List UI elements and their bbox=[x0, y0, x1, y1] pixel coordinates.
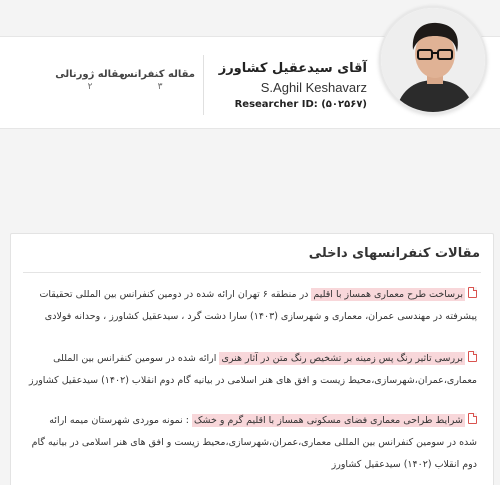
stat-conference-papers[interactable] bbox=[119, 69, 195, 92]
profile-divider bbox=[203, 55, 204, 115]
stat-journal-count: ۲ bbox=[87, 82, 93, 92]
paper-title-link[interactable]: بررسی تاثیر رنگ پس زمینه بر تشخیص رنگ متن در آثار هنری bbox=[221, 353, 463, 364]
stat-journal-label: مقاله ژورنالی bbox=[55, 69, 125, 80]
paper-details: : نمونه موردی شهرستان میمه ارائه شده در سومین کنفرانس بین المللی معماری،عمران،شهرسازی،محیط زیست و افق های هنر اسلامی در بیانیه گام دوم انقلاب (۱۴۰۲) سیدعقیل کشاورز bbox=[31, 415, 477, 470]
profile-name-fa: آقای سیدعقیل کشاورز bbox=[218, 61, 367, 76]
avatar bbox=[379, 6, 487, 114]
list-item bbox=[29, 348, 477, 392]
section-title: مقالات کنفرانسهای داخلی bbox=[308, 246, 480, 261]
stat-conference-label: مقاله کنفرانس bbox=[119, 69, 195, 80]
paper-details: در منطقه ۶ تهران ارائه شده در دومین کنفرانس بین المللی تحقیقات پیشرفته در مهندسی عمران، معماری و شهرسازی (۱۴۰۳) سارا دشت گرد ، سیدعقیل کشاورز ، وحدانه فولادی bbox=[39, 289, 477, 322]
conference-papers-card bbox=[10, 233, 494, 485]
paper-title-link[interactable]: شرایط طراحی معماری فضای مسکونی همساز با اقلیم گرم و خشک bbox=[193, 415, 463, 426]
paper-title-link[interactable]: برساخت طرح معماری همساز با اقلیم bbox=[313, 289, 463, 300]
stat-journal-papers[interactable] bbox=[55, 69, 125, 92]
paper-details: ارائه شده در سومین کنفرانس بین المللی معماری،عمران،شهرسازی،محیط زیست و افق های هنر اسلامی در بیانیه گام دوم انقلاب (۱۴۰۲) سیدعقیل کشاورز bbox=[29, 353, 477, 386]
profile-name-en: S.Aghil Keshavarz bbox=[260, 80, 367, 95]
stat-conference-count: ۳ bbox=[157, 82, 163, 92]
section-divider bbox=[23, 272, 481, 273]
list-item bbox=[29, 284, 477, 328]
list-item bbox=[29, 410, 477, 476]
pdf-icon[interactable] bbox=[468, 413, 477, 424]
pdf-icon[interactable] bbox=[468, 351, 477, 362]
avatar-photo bbox=[381, 8, 487, 114]
pdf-icon[interactable] bbox=[468, 287, 477, 298]
researcher-id: Researcher ID: (۵۰۲۵۶۷) bbox=[234, 99, 367, 110]
